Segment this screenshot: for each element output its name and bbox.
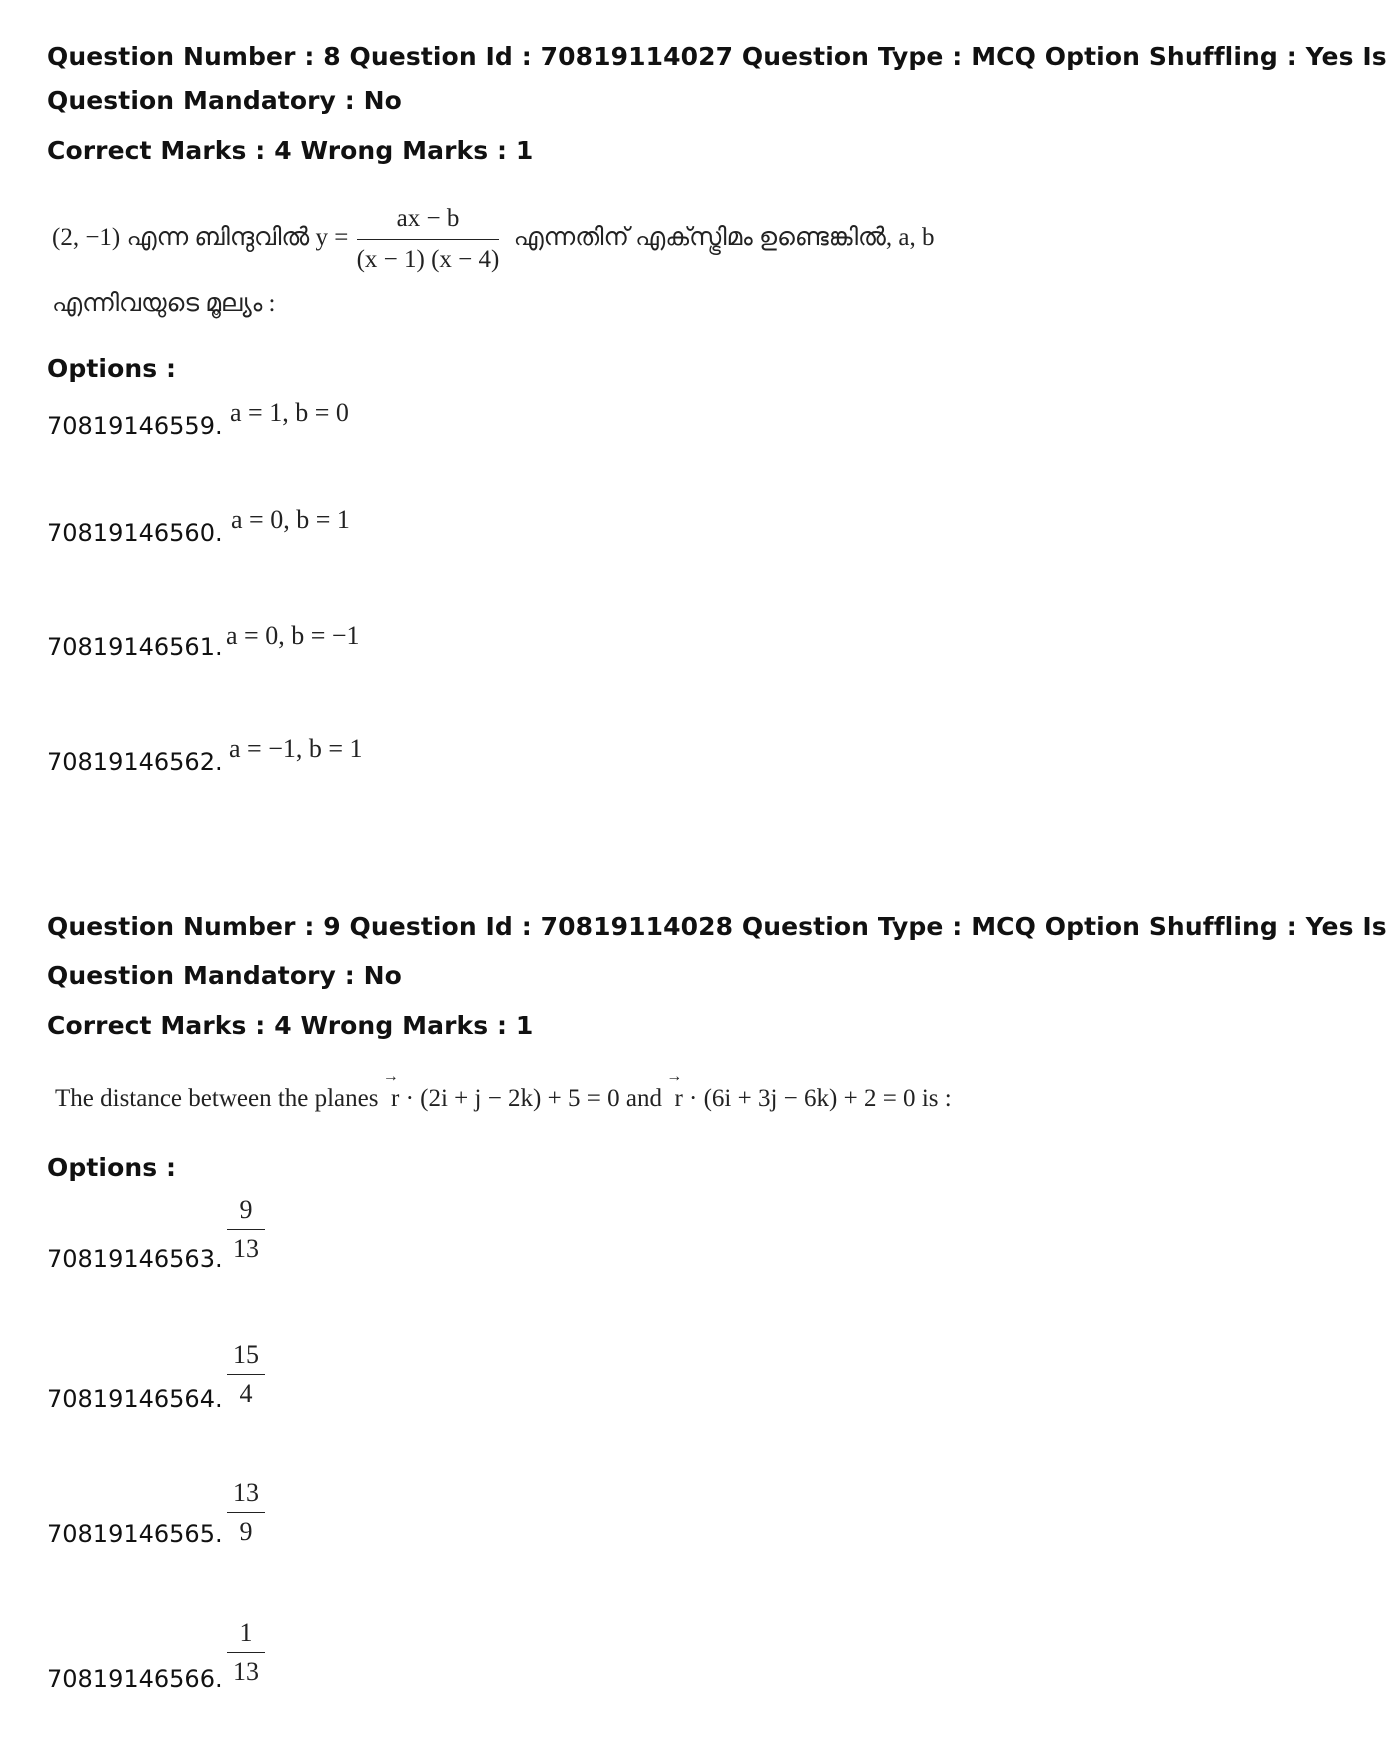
q9-dot-2: · [682, 1085, 704, 1112]
q9-option-2-denominator: 4 [239, 1379, 253, 1408]
q9-option-3-id: 70819146565. [47, 1520, 223, 1548]
q9-option-1-numerator: 9 [227, 1195, 265, 1230]
q8-marks: Correct Marks : 4 Wrong Marks : 1 [47, 136, 534, 165]
q8-option-1-value: a = 1, b = 0 [230, 398, 349, 427]
q8-header-line2: Question Mandatory : No [47, 86, 402, 115]
q9-options-label: Options : [47, 1153, 177, 1182]
q8-question-text [52, 205, 934, 274]
q9-conjunction: and [625, 1085, 662, 1112]
q9-option-2-numerator: 15 [227, 1340, 265, 1375]
q9-option-3-denominator: 9 [239, 1517, 253, 1546]
q9-plane-2: (6i + 3j − 6k) + 2 = 0 [703, 1085, 916, 1112]
q8-fraction [357, 205, 500, 274]
q9-option-4-numerator: 1 [227, 1618, 265, 1653]
q9-plane-1: (2i + j − 2k) + 5 = 0 [420, 1085, 620, 1112]
q9-dot-1: · [399, 1085, 421, 1112]
q8-header-line1: Question Number : 8 Question Id : 70819114027 Question Type : MCQ Option Shuffling : Yes Is [47, 42, 1387, 71]
q8-text-after: എന്നതിന് എക്സ്ട്രിമം ഉണ്ടെങ്കിൽ, a, b [513, 224, 935, 252]
q8-option-4-id: 70819146562. [47, 748, 223, 776]
q9-text-end: is : [921, 1085, 952, 1112]
q9-header-line2: Question Mandatory : No [47, 961, 402, 990]
q8-option-3-id: 70819146561. [47, 633, 223, 661]
q9-option-3-numerator: 13 [227, 1478, 265, 1513]
q9-option-2-id: 70819146564. [47, 1385, 223, 1413]
q9-question-text [55, 1085, 952, 1113]
q9-option-1-fraction [227, 1195, 265, 1264]
q8-option-4-value: a = −1, b = 1 [229, 734, 363, 763]
q8-question-text-line2: എന്നിവയുടെ മൂല്യം : [52, 290, 276, 317]
q9-option-3-fraction [227, 1478, 265, 1547]
q8-option-2-value: a = 0, b = 1 [231, 505, 350, 534]
q8-text-before: (2, −1) എന്ന ബിന്ദുവിൽ y = [52, 224, 349, 252]
q9-option-4-fraction [227, 1618, 265, 1687]
q9-option-4-denominator: 13 [233, 1657, 259, 1686]
q8-option-3-value: a = 0, b = −1 [226, 621, 360, 650]
q9-vector-r-2: → r [668, 1085, 683, 1113]
q9-option-1-id: 70819146563. [47, 1245, 223, 1273]
q8-option-2-id: 70819146560. [47, 519, 223, 547]
q9-header-line1: Question Number : 9 Question Id : 70819114028 Question Type : MCQ Option Shuffling : Yes Is [47, 912, 1387, 941]
q9-option-4-id: 70819146566. [47, 1665, 223, 1693]
q9-marks: Correct Marks : 4 Wrong Marks : 1 [47, 1011, 534, 1040]
q8-fraction-numerator: ax − b [357, 205, 500, 240]
q9-vector-r-1: → r [385, 1085, 400, 1113]
q8-options-label: Options : [47, 354, 177, 383]
q8-option-1-id: 70819146559. [47, 412, 223, 440]
q9-option-1-denominator: 13 [233, 1234, 259, 1263]
q8-fraction-denominator: (x − 1) (x − 4) [356, 246, 500, 273]
q9-option-2-fraction [227, 1340, 265, 1409]
q9-text-intro: The distance between the planes [55, 1085, 379, 1112]
